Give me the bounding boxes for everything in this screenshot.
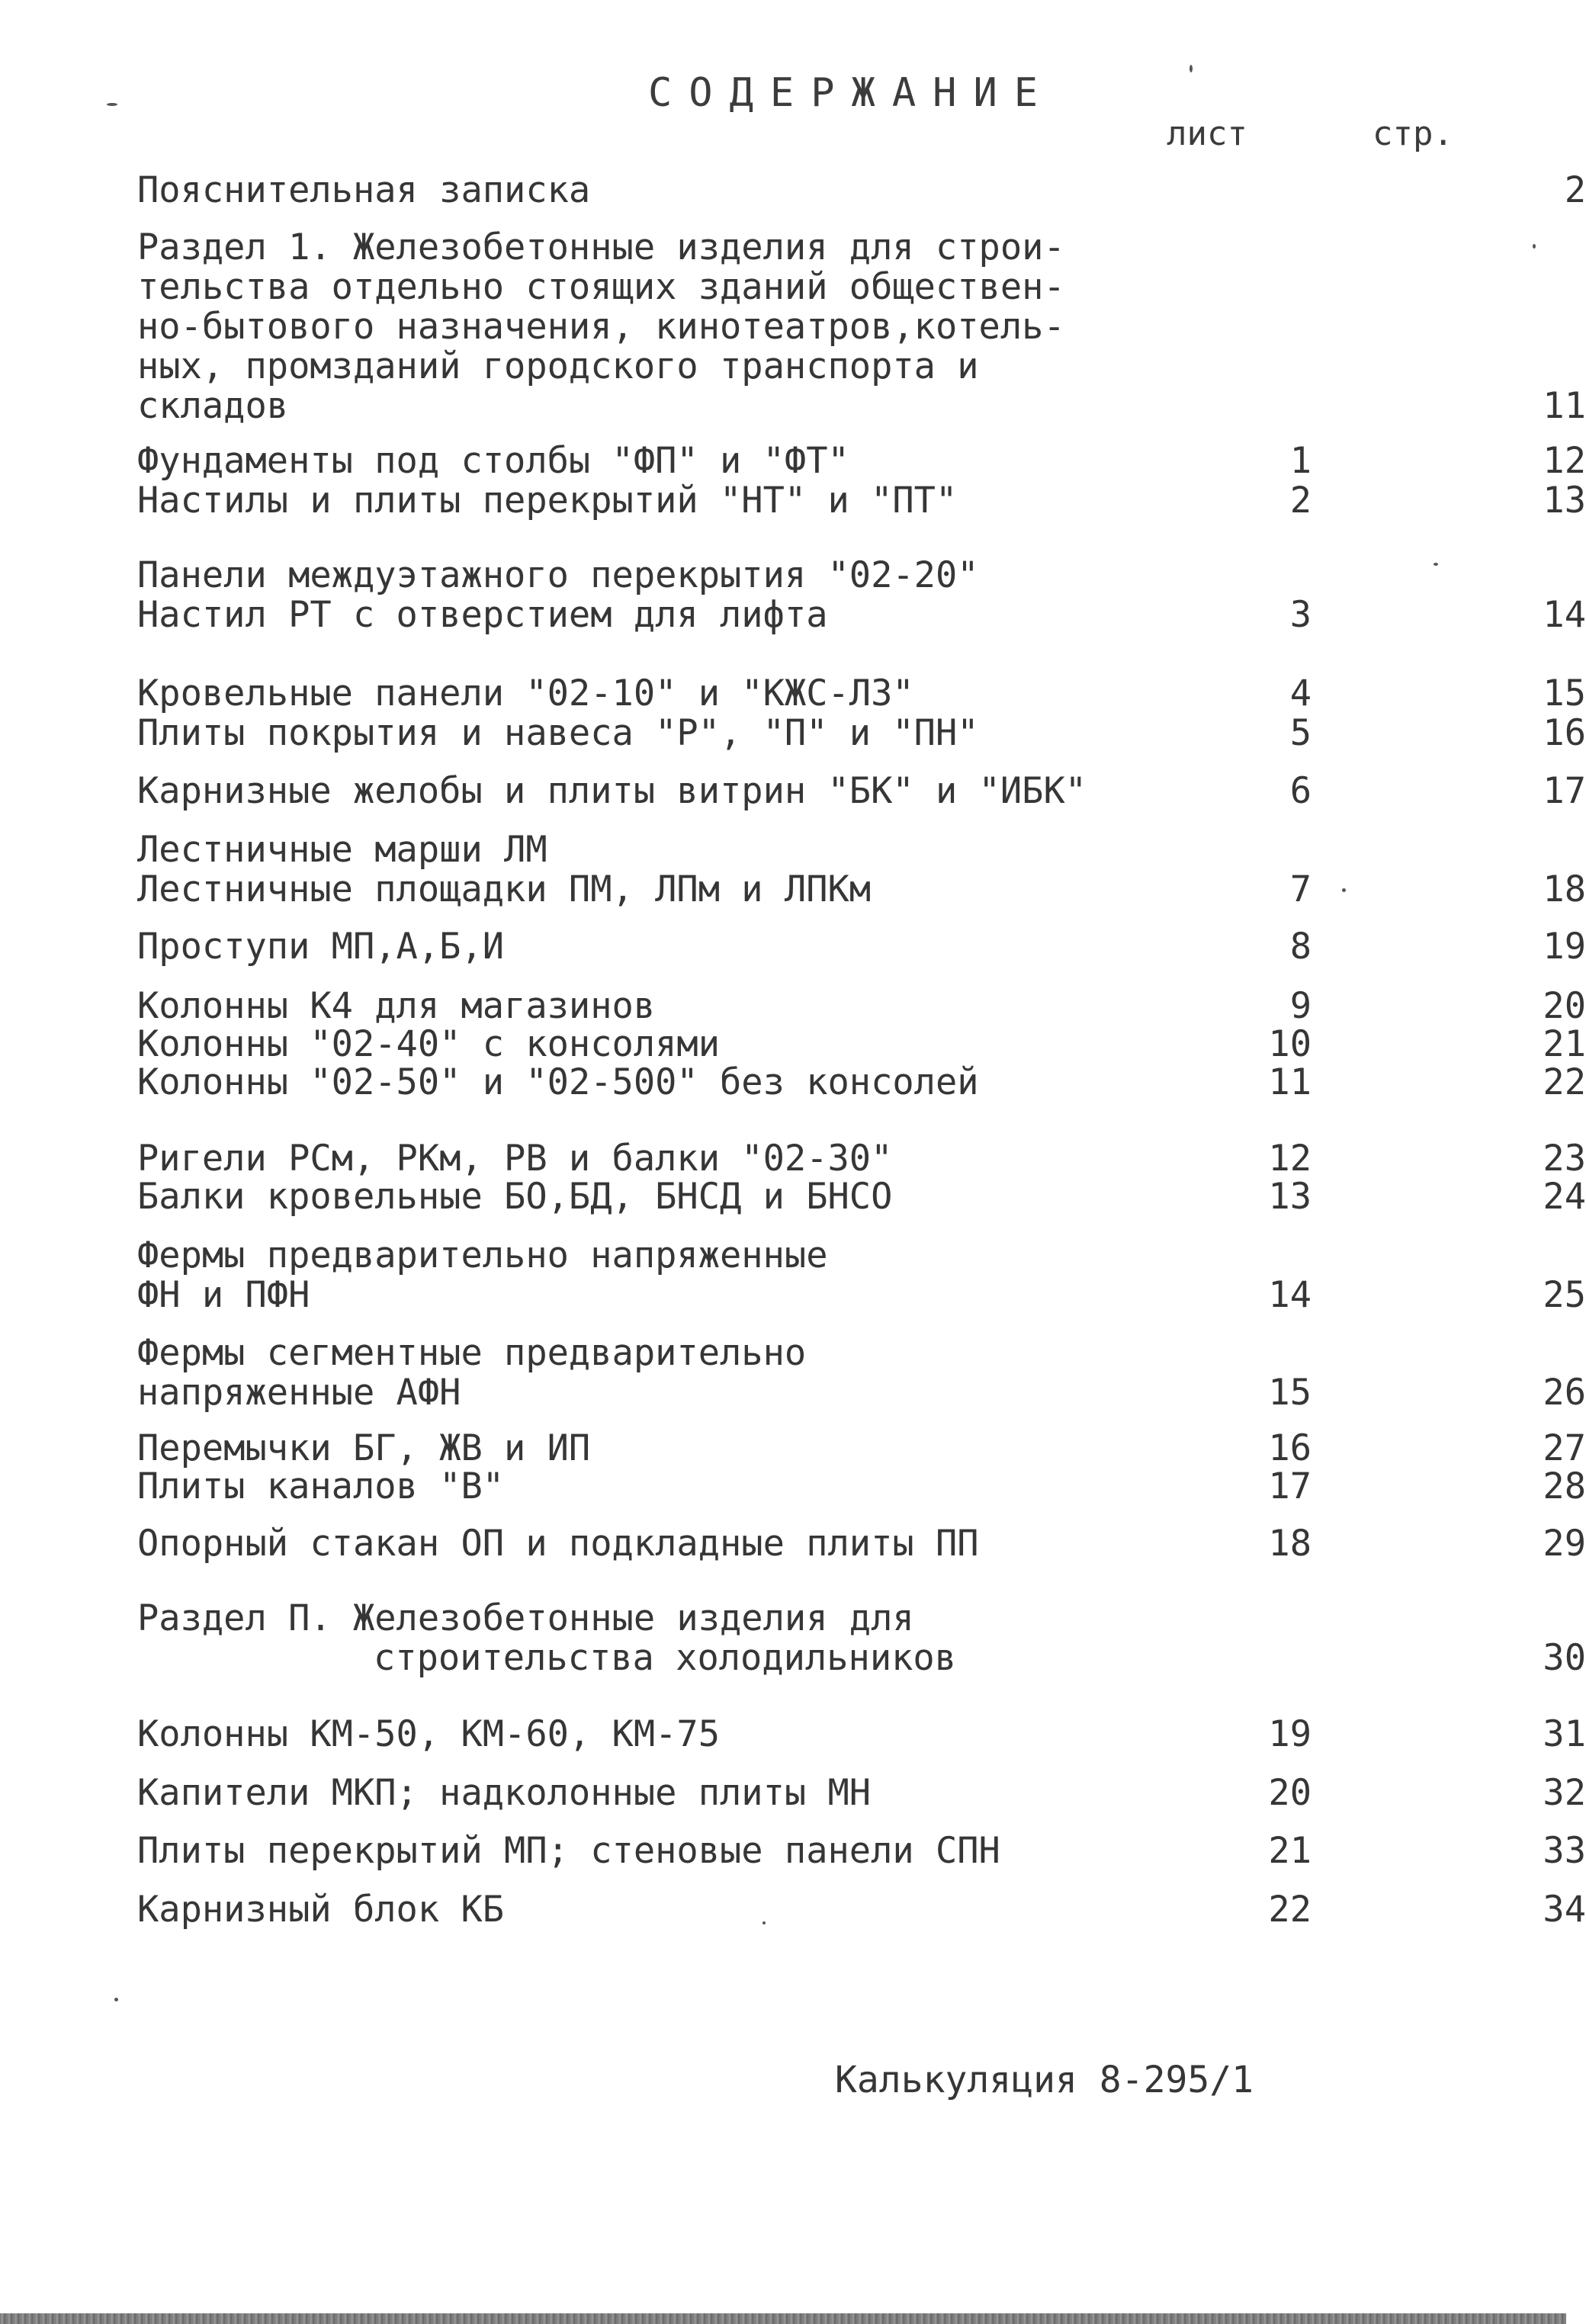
scan-speck (114, 1998, 118, 2001)
toc-row-text: Колонны "02-40" с консолями (137, 1023, 721, 1065)
column-header-page: стр. (1372, 114, 1453, 153)
toc-row-page: 26 (1543, 1372, 1586, 1414)
footer-calculation-number: Калькуляция 8-295/1 (835, 2059, 1254, 2101)
toc-row-text: Плиты каналов "В" (137, 1465, 505, 1507)
toc-row-sheet: 15 (1268, 1372, 1312, 1414)
toc-row-page: 12 (1543, 440, 1586, 482)
toc-row-text: Лестничные площадки ПМ, ЛПм и ЛПКм (137, 868, 872, 910)
toc-row-sheet: 1 (1289, 440, 1312, 482)
toc-row-page: 34 (1543, 1889, 1586, 1931)
toc-row-page: 23 (1543, 1138, 1586, 1180)
toc-row-page: 16 (1543, 712, 1586, 754)
toc-row-text: Ригели РСм, РКм, РВ и балки "02-30" (137, 1138, 893, 1180)
toc-row-sheet: 6 (1289, 770, 1312, 812)
toc-row-sheet: 13 (1268, 1176, 1312, 1218)
toc-row-sheet: 16 (1268, 1427, 1312, 1469)
toc-row-sheet: 7 (1289, 868, 1312, 910)
toc-row (137, 1889, 1586, 2082)
toc-row-page: 28 (1543, 1465, 1586, 1507)
toc-row-page: 31 (1543, 1713, 1586, 1755)
toc-row-text: Проступи МП,А,Б,И (137, 926, 505, 968)
toc-row-page: 32 (1543, 1772, 1586, 1814)
toc-row-text: Колонны КМ-50, КМ-60, КМ-75 (137, 1713, 721, 1755)
column-header-sheet: лист (1167, 114, 1247, 153)
toc-row-sheet: 20 (1268, 1772, 1312, 1814)
toc-row-sheet: 19 (1268, 1713, 1312, 1755)
toc-row-text: Раздел 1. Железобетонные изделия для строи- (137, 226, 1065, 268)
toc-row-sheet: 9 (1289, 985, 1312, 1027)
toc-row-text: Карнизные желобы и плиты витрин "БК" и "ИБК" (137, 770, 1087, 812)
toc-row-sheet: 17 (1268, 1465, 1312, 1507)
toc-row-text: Настил РТ с отверстием для лифта (137, 594, 828, 636)
toc-row-page: 14 (1543, 594, 1586, 636)
toc-row-sheet: 21 (1268, 1830, 1312, 1872)
page-title: СОДЕРЖАНИЕ (648, 70, 1055, 116)
toc-row-page: 11 (1543, 385, 1586, 427)
toc-row-sheet: 12 (1268, 1138, 1312, 1180)
toc-row-page: 19 (1543, 926, 1586, 968)
toc-row-text: Пояснительная записка (137, 169, 591, 211)
toc-row-text: строительства холодильников (374, 1637, 957, 1679)
toc-row-page: 2 (1564, 169, 1586, 211)
toc-row-page: 15 (1543, 672, 1586, 714)
toc-row-sheet: 2 (1289, 480, 1312, 522)
toc-row-sheet: 5 (1289, 712, 1312, 754)
toc-row-page: 18 (1543, 868, 1586, 910)
scan-speck (1533, 244, 1536, 249)
scan-speck (1190, 65, 1193, 72)
toc-row-page: 22 (1543, 1061, 1586, 1103)
toc-row-text: Плиты перекрытий МП; стеновые панели СПН (137, 1830, 1000, 1872)
toc-row-page: 25 (1543, 1274, 1586, 1316)
toc-row-page: 17 (1543, 770, 1586, 812)
toc-row-page: 13 (1543, 480, 1586, 522)
toc-row-page: 29 (1543, 1523, 1586, 1565)
scan-speck (1434, 563, 1438, 566)
toc-row-text: Фермы сегментные предварительно (137, 1332, 807, 1374)
toc-row-text: но-бытового назначения, кинотеатров,котель- (137, 306, 1065, 348)
toc-row-text: Капители МКП; надколонные плиты МН (137, 1772, 872, 1814)
toc-row-sheet: 10 (1268, 1023, 1312, 1065)
toc-row-page: 30 (1543, 1637, 1586, 1679)
toc-row-text: ФН и ПФН (137, 1274, 310, 1316)
toc-row-text: Фермы предварительно напряженные (137, 1234, 828, 1276)
scan-speck (1342, 888, 1346, 892)
scan-border (0, 2313, 1566, 2324)
toc-row-sheet: 14 (1268, 1274, 1312, 1316)
toc-row-text: Настилы и плиты перекрытий "НТ" и "ПТ" (137, 480, 958, 522)
toc-row-page: 20 (1543, 985, 1586, 1027)
toc-row-text: Раздел П. Железобетонные изделия для (137, 1597, 914, 1639)
scan-speck (107, 103, 117, 106)
toc-row-text: Кровельные панели "02-10" и "КЖС-ЛЗ" (137, 672, 914, 714)
toc-row-page: 33 (1543, 1830, 1586, 1872)
toc-row-sheet: 3 (1289, 594, 1312, 636)
toc-row-text: Перемычки БГ, ЖВ и ИП (137, 1427, 591, 1469)
toc-row-page: 21 (1543, 1023, 1586, 1065)
toc-row-page: 24 (1543, 1176, 1586, 1218)
toc-row-page: 27 (1543, 1427, 1586, 1469)
toc-row-sheet: 22 (1268, 1889, 1312, 1931)
toc-row-text: Плиты покрытия и навеса "Р", "П" и "ПН" (137, 712, 979, 754)
toc-row-text: Панели междуэтажного перекрытия "02-20" (137, 554, 979, 596)
toc-row-sheet: 11 (1268, 1061, 1312, 1103)
scan-speck (762, 1921, 766, 1924)
toc-row-text: ных, промзданий городского транспорта и (137, 345, 979, 387)
toc-row-text: Карнизный блок КБ (137, 1889, 505, 1931)
toc-row-text: Колонны К4 для магазинов (137, 985, 656, 1027)
toc-row-sheet: 18 (1268, 1523, 1312, 1565)
toc-row-text: напряженные АФН (137, 1372, 461, 1414)
toc-row-text: Балки кровельные БО,БД, БНСД и БНСО (137, 1176, 893, 1218)
toc-row-text: Опорный стакан ОП и подкладные плиты ПП (137, 1523, 979, 1565)
toc-row-text: Фундаменты под столбы "ФП" и "ФТ" (137, 440, 849, 482)
toc-row-text: Колонны "02-50" и "02-500" без консолей (137, 1061, 979, 1103)
toc-row-text: Лестничные марши ЛМ (137, 829, 547, 871)
toc-row-sheet: 8 (1289, 926, 1312, 968)
toc-row-text: складов (137, 385, 289, 427)
toc-row-sheet: 4 (1289, 672, 1312, 714)
toc-row-text: тельства отдельно стоящих зданий обществен- (137, 266, 1065, 308)
